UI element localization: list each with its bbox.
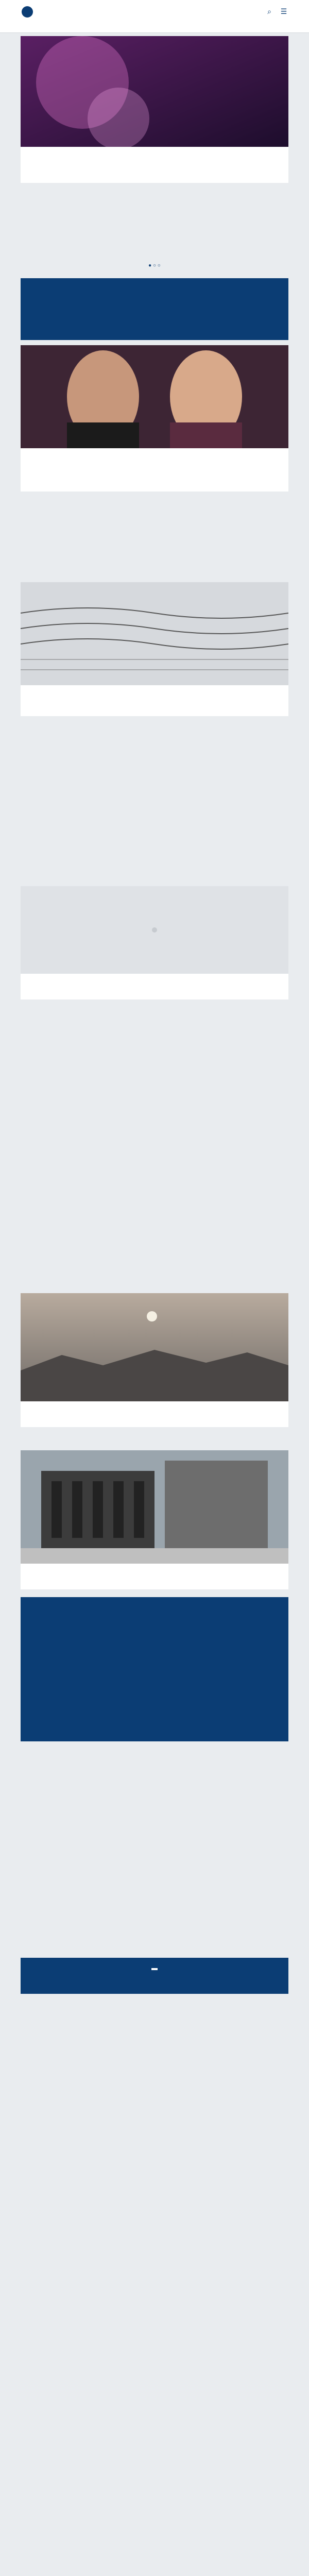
hero-graphic — [21, 36, 288, 147]
fence-photo — [21, 582, 288, 685]
fence-text — [21, 685, 288, 716]
feature-text — [21, 448, 288, 492]
kurzueberblick-box — [21, 278, 288, 340]
moon-text — [21, 1401, 288, 1427]
logo-icon — [22, 6, 33, 18]
hero-text — [21, 147, 288, 183]
newsletter-button[interactable] — [151, 1968, 158, 1971]
feature-image[interactable] — [21, 345, 288, 448]
moon-image[interactable] — [21, 1293, 288, 1401]
feature-photo — [21, 345, 288, 448]
moon-photo — [21, 1293, 288, 1401]
building-photo — [21, 1450, 288, 1564]
site-header — [0, 0, 309, 33]
newsletter-box — [21, 1958, 288, 1994]
sendungen-box — [21, 1597, 288, 1741]
fence-image[interactable] — [21, 582, 288, 685]
placeholder-image — [21, 886, 288, 974]
carousel-dots[interactable]: ● ○ ○ — [148, 263, 161, 268]
hero-image[interactable] — [21, 36, 288, 147]
search-icon[interactable]: ⌕ — [267, 7, 271, 15]
blick-text — [21, 1564, 288, 1589]
quote-text — [21, 974, 288, 999]
brand-logo[interactable] — [22, 6, 36, 18]
blick-image[interactable] — [21, 1450, 288, 1564]
menu-icon[interactable]: ☰ — [280, 7, 287, 15]
